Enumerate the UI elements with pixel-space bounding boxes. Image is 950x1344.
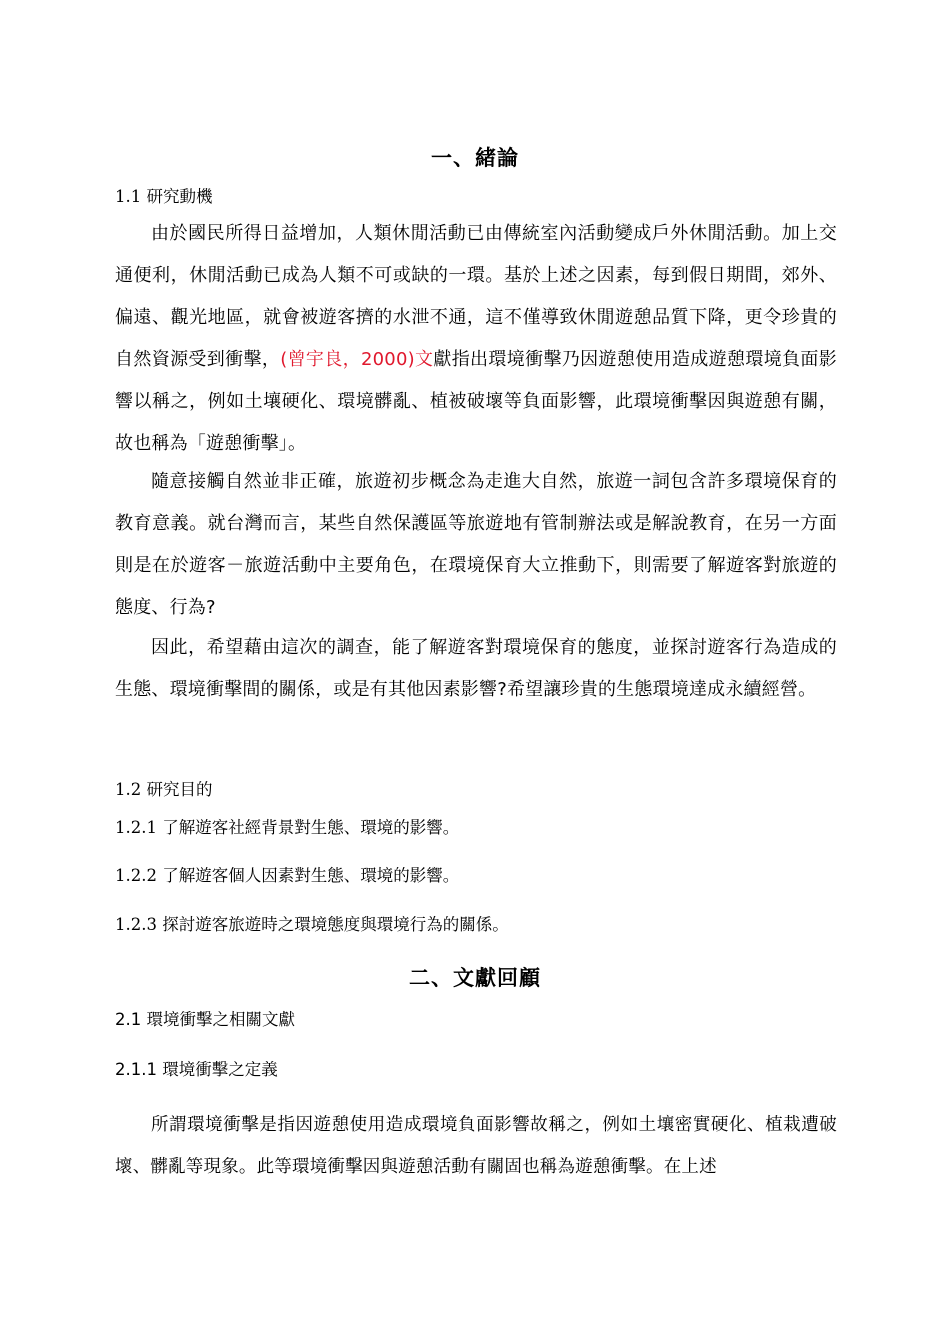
paragraph-motivation-1 (115, 213, 837, 465)
subsection-2-1-heading: 2.1 環境衝擊之相關文獻 (115, 1010, 295, 1029)
list-item: 1.2.2 了解遊客個人因素對生態、環境的影響。 (115, 866, 460, 885)
section-2-title: 二、文獻回顧 (409, 966, 541, 990)
paragraph-definition: 所謂環境衝擊是指因遊憩使用造成環境負面影響故稱之，例如土壤密實硬化、植栽遭破壞、髒亂等現象。此等環境衝擊因與遊憩活動有關固也稱為遊憩衝擊。在上述 (115, 1115, 837, 1177)
list-item: 1.2.3 探討遊客旅遊時之環境態度與環境行為的關係。 (115, 915, 509, 934)
citation-link: (曾宇良，2000)文 (280, 349, 434, 370)
paragraph-text: 由於國民所得日益增加，人類休閒活動已由傳統室內活動變成戶外休閒活動。加上交通便利，休閒活動已成為人類不可或缺的一環。基於上述之因素，每到假日期間，郊外、偏遠、觀光地區，就會被遊客擠的水泄不通，這不僅導致休閒遊憩品質下降，更令珍貴的自然資源受到衝擊， (115, 223, 837, 370)
subsection-1-1-heading: 1.1 研究動機 (115, 187, 213, 206)
paragraph-text: 獻指出環境衝擊乃因遊憩使用造成遊憩環境負面影響以稱之，例如土壤硬化、環境髒亂、植被破壞等負面影響，此環境衝擊因與遊憩有關，故也稱為「遊憩衝擊」。 (115, 349, 837, 454)
paragraph-motivation-2: 隨意接觸自然並非正確，旅遊初步概念為走進大自然，旅遊一詞包含許多環境保育的教育意義。就台灣而言，某些自然保護區等旅遊地有管制辦法或是解說教育，在另一方面則是在於遊客－旅遊活動中主要角色，在環境保育大立推動下，則需要了解遊客對旅遊的態度、行為? (115, 471, 837, 618)
subsection-2-1-1-heading: 2.1.1 環境衝擊之定義 (115, 1060, 278, 1079)
subsection-1-2-heading: 1.2 研究目的 (115, 780, 213, 799)
section-1-title: 一、緒論 (431, 146, 519, 170)
paragraph-motivation-3: 因此，希望藉由這次的調查，能了解遊客對環境保育的態度，並探討遊客行為造成的生態、環境衝擊間的關係，或是有其他因素影響?希望讓珍貴的生態環境達成永續經營。 (115, 637, 837, 700)
list-item: 1.2.1 了解遊客社經背景對生態、環境的影響。 (115, 818, 460, 837)
